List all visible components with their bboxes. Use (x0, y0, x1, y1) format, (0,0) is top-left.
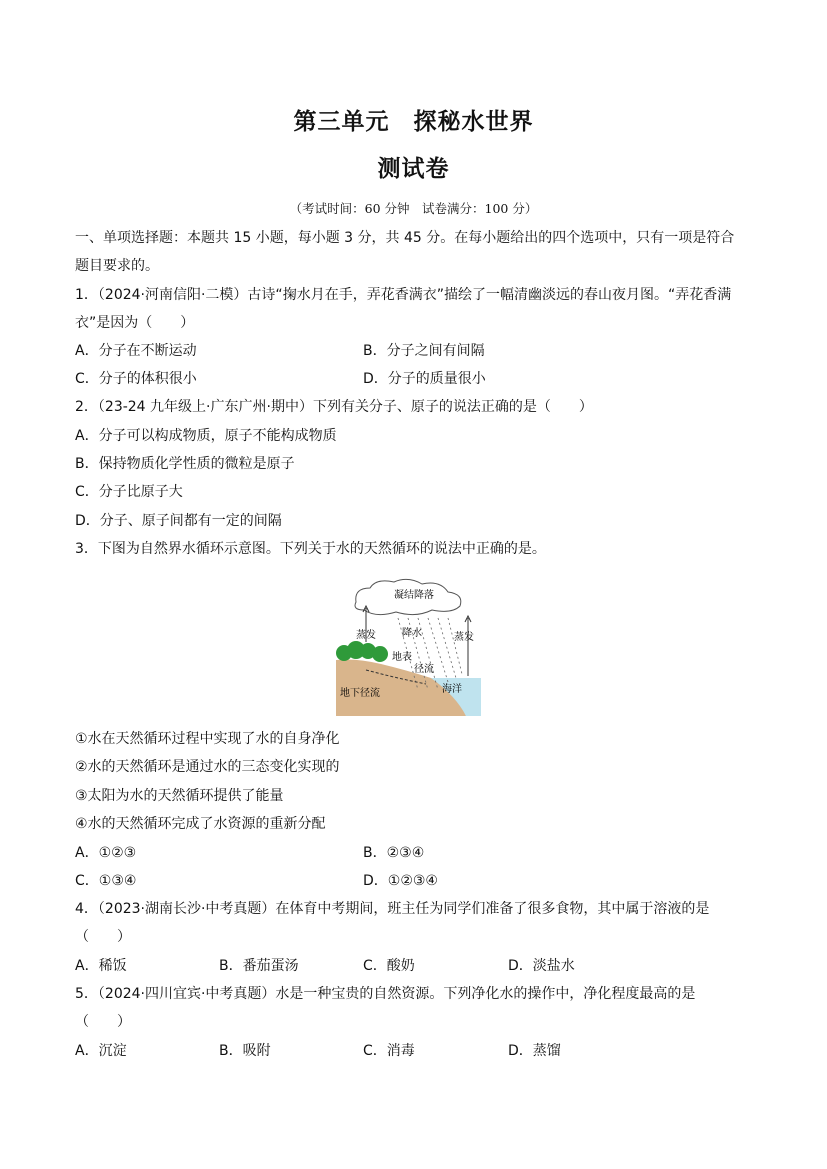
q4-option-a: A．稀饭 (75, 958, 127, 974)
q1-option-c: C．分子的体积很小 (75, 371, 197, 387)
q2-option-a: A．分子可以构成物质，原子不能构成物质 (75, 428, 337, 444)
label-evap-right: 蒸发 (454, 632, 474, 643)
label-rain: 降水 (402, 628, 422, 639)
exam-info: （考试时间：60 分钟 试卷满分：100 分） (289, 201, 538, 216)
label-evap-left: 蒸发 (356, 630, 376, 641)
section-heading-line1: 一、单项选择题：本题共 15 小题，每小题 3 分，共 45 分。在每小题给出的四个选项中，只有一项是符合 (75, 230, 735, 246)
q5-option-a: A．沉淀 (75, 1043, 127, 1059)
q5-option-c: C．消毒 (363, 1043, 415, 1059)
q2-option-d: D．分子、原子间都有一定的间隔 (75, 513, 282, 529)
q4-stem-line1: 4．（2023·湖南长沙·中考真题）在体育中考期间，班主任为同学们准备了很多食物，其中属于溶液的是 (75, 901, 710, 917)
q1-stem-line1: 1．（2024·河南信阳·二模）古诗“掬水月在手，弄花香满衣”描绘了一幅清幽淡远的春山夜月图。“弄花香满 (75, 287, 732, 303)
water-cycle-diagram (336, 578, 481, 716)
q4-option-b: B．番茄蛋汤 (219, 958, 299, 974)
q5-option-b: B．吸附 (219, 1043, 271, 1059)
q5-option-d: D．蒸馏 (508, 1043, 561, 1059)
label-groundwater: 地下径流 (340, 688, 380, 699)
q3-statement-1: ①水在天然循环过程中实现了水的自身净化 (75, 731, 340, 747)
q3-option-c: C．①③④ (75, 873, 137, 889)
label-ocean: 海洋 (442, 684, 462, 695)
page-title: 第三单元 探秘水世界 (293, 108, 534, 135)
q4-stem-line2: （ ） (75, 929, 131, 945)
q1-option-d: D．分子的质量很小 (363, 371, 486, 387)
q3-statement-2: ②水的天然循环是通过水的三态变化实现的 (75, 759, 340, 775)
q5-stem-line1: 5．（2024·四川宜宾·中考真题）水是一种宝贵的自然资源。下列净化水的操作中，净化程度最高的是 (75, 986, 696, 1002)
q2-option-b: B．保持物质化学性质的微粒是原子 (75, 456, 295, 472)
q5-stem-line2: （ ） (75, 1014, 131, 1030)
label-surface: 地表 (392, 652, 412, 663)
q1-stem-line2: 衣”是因为（ ） (75, 315, 195, 331)
trees-icon (336, 641, 388, 662)
q1-option-b: B．分子之间有间隔 (363, 343, 485, 359)
q4-option-d: D．淡盐水 (508, 958, 575, 974)
page-subtitle: 测试卷 (377, 155, 450, 182)
q2-option-c: C．分子比原子大 (75, 484, 183, 500)
q3-option-b: B．②③④ (363, 845, 425, 861)
label-cloud: 凝结降落 (394, 590, 434, 601)
q2-stem: 2．（23-24 九年级上·广东广州·期中）下列有关分子、原子的说法正确的是（ ） (75, 399, 593, 415)
q3-stem: 3．下图为自然界水循环示意图。下列关于水的天然循环的说法中正确的是。 (75, 541, 546, 557)
q3-statement-4: ④水的天然循环完成了水资源的重新分配 (75, 816, 326, 832)
section-heading-line2: 题目要求的。 (75, 258, 159, 274)
q3-option-d: D．①②③④ (363, 873, 438, 889)
q4-option-c: C．酸奶 (363, 958, 415, 974)
q3-option-a: A．①②③ (75, 845, 137, 861)
q1-option-a: A．分子在不断运动 (75, 343, 197, 359)
label-runoff: 径流 (414, 664, 434, 675)
q3-statement-3: ③太阳为水的天然循环提供了能量 (75, 788, 284, 804)
